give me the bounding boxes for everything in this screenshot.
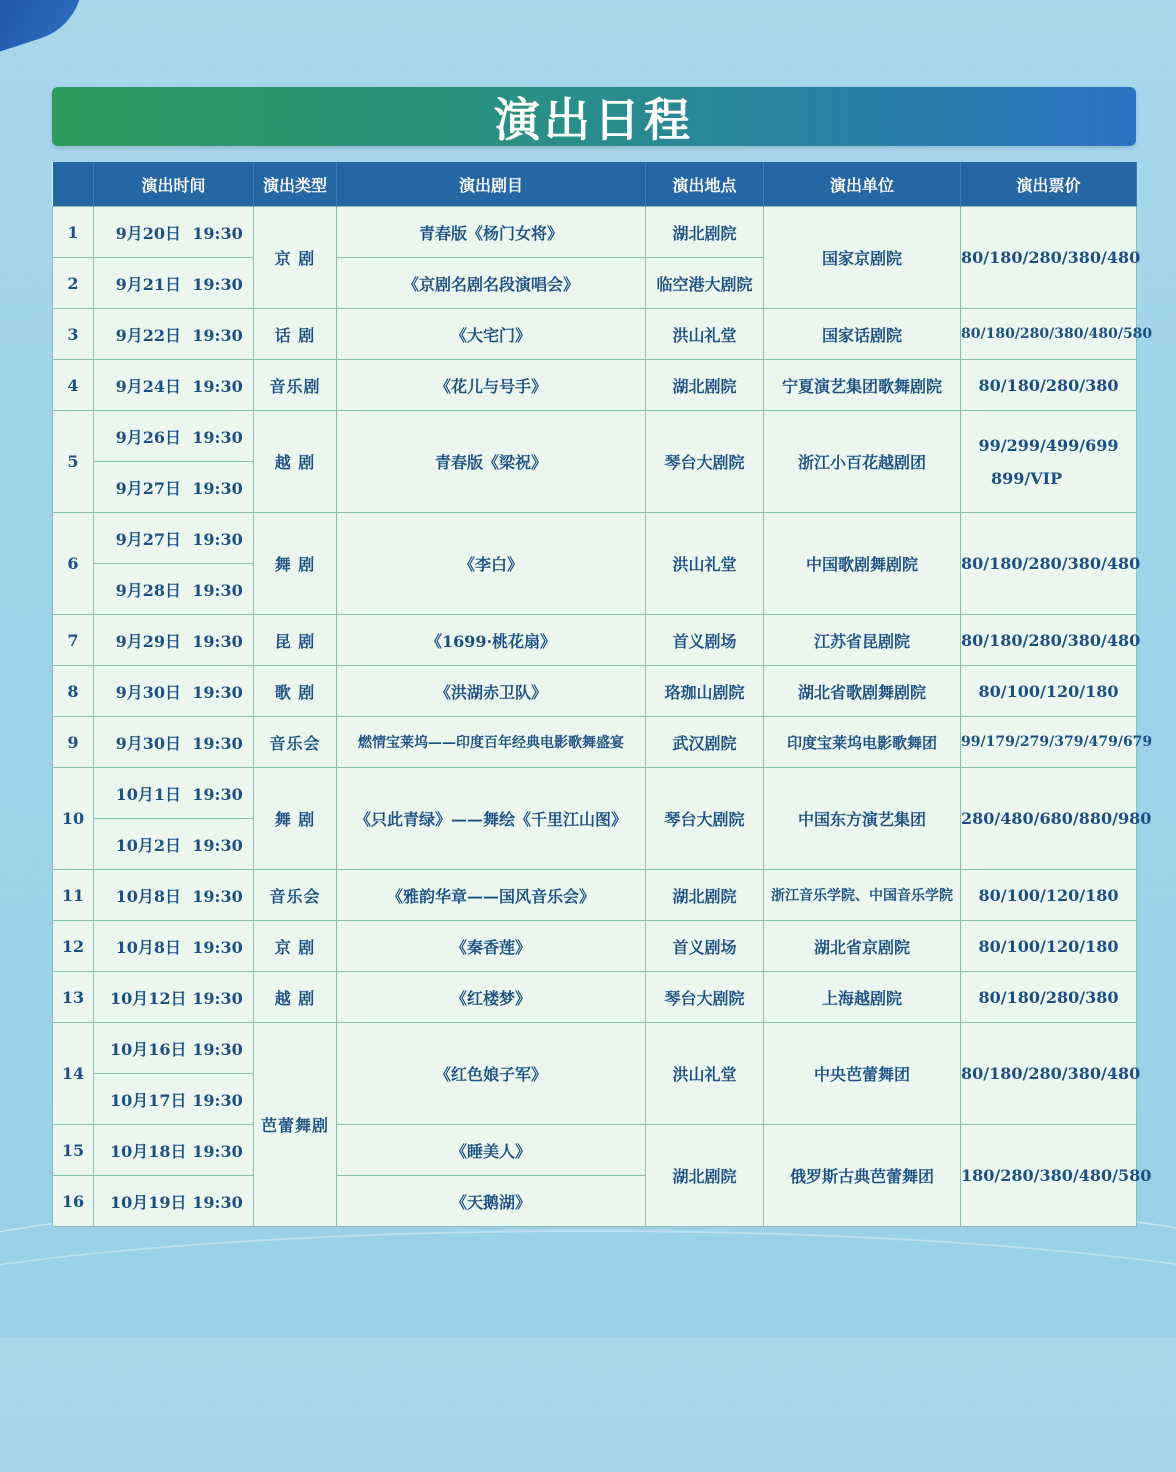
row-datetime	[94, 921, 254, 972]
row-datetime	[94, 564, 254, 615]
row-type: 音乐会	[254, 717, 337, 768]
row-time: 19:30	[192, 937, 243, 957]
row-type: 昆 剧	[254, 615, 337, 666]
header-index	[53, 162, 94, 207]
row-troupe: 中国东方演艺集团	[764, 768, 961, 870]
row-index: 5	[53, 411, 94, 513]
row-date: 9月30日	[115, 682, 181, 702]
table-row	[53, 513, 1137, 564]
row-time: 19:30	[192, 529, 243, 549]
row-date: 9月27日	[115, 478, 181, 498]
row-index: 9	[53, 717, 94, 768]
row-time: 19:30	[192, 1141, 243, 1161]
row-venue: 洪山礼堂	[646, 1023, 764, 1125]
row-price: 80/100/120/180	[961, 870, 1137, 921]
row-date: 9月21日	[115, 274, 181, 294]
table-row	[53, 207, 1137, 258]
row-index: 6	[53, 513, 94, 615]
row-price: 80/180/280/380	[961, 360, 1137, 411]
row-price: 80/180/280/380/480	[961, 1023, 1137, 1125]
page-title: 演出日程	[494, 92, 694, 147]
row-time: 19:30	[192, 784, 243, 804]
row-datetime	[94, 666, 254, 717]
row-date: 9月24日	[115, 376, 181, 396]
row-venue: 首义剧场	[646, 615, 764, 666]
row-time: 19:30	[192, 223, 243, 243]
table-row	[53, 972, 1137, 1023]
row-program: 《大宅门》	[337, 309, 646, 360]
row-date: 9月27日	[115, 529, 181, 549]
row-program: 《京剧名剧名段演唱会》	[337, 258, 646, 309]
row-datetime	[94, 309, 254, 360]
row-program: 《洪湖赤卫队》	[337, 666, 646, 717]
row-troupe: 浙江音乐学院、中国音乐学院	[764, 870, 961, 921]
row-price-line: 99/299/499/699	[978, 435, 1119, 455]
header-price: 演出票价	[961, 162, 1137, 207]
row-type: 京 剧	[254, 921, 337, 972]
row-program: 《秦香莲》	[337, 921, 646, 972]
row-datetime	[94, 258, 254, 309]
row-troupe: 中央芭蕾舞团	[764, 1023, 961, 1125]
row-venue: 珞珈山剧院	[646, 666, 764, 717]
row-time: 19:30	[192, 733, 243, 753]
row-program: 青春版《杨门女将》	[337, 207, 646, 258]
header-time: 演出时间	[94, 162, 254, 207]
table-row	[53, 717, 1137, 768]
row-type: 芭蕾舞剧	[254, 1023, 337, 1227]
row-datetime	[94, 768, 254, 819]
row-price: 80/180/280/380/480	[961, 513, 1137, 615]
row-type: 舞 剧	[254, 513, 337, 615]
row-time: 19:30	[192, 988, 243, 1008]
row-datetime	[94, 513, 254, 564]
table-row	[53, 360, 1137, 411]
table-row	[53, 870, 1137, 921]
row-price: 80/180/280/380/480/580	[961, 309, 1137, 360]
row-type: 舞 剧	[254, 768, 337, 870]
row-index: 7	[53, 615, 94, 666]
row-index: 13	[53, 972, 94, 1023]
row-datetime	[94, 1074, 254, 1125]
row-index: 12	[53, 921, 94, 972]
decorative-swoosh	[0, 0, 98, 57]
row-troupe: 中国歌剧舞剧院	[764, 513, 961, 615]
row-troupe: 浙江小百花越剧团	[764, 411, 961, 513]
row-time: 19:30	[192, 580, 243, 600]
row-venue: 湖北剧院	[646, 1125, 764, 1227]
row-venue: 洪山礼堂	[646, 309, 764, 360]
row-date: 9月26日	[115, 427, 181, 447]
row-datetime	[94, 870, 254, 921]
row-date: 10月8日	[115, 937, 181, 957]
row-index: 2	[53, 258, 94, 309]
row-venue: 琴台大剧院	[646, 768, 764, 870]
row-date: 10月18日	[110, 1141, 187, 1161]
table-row	[53, 615, 1137, 666]
row-program: 《1699·桃花扇》	[337, 615, 646, 666]
row-date: 10月8日	[115, 886, 181, 906]
row-price: 80/100/120/180	[961, 666, 1137, 717]
row-date: 9月20日	[115, 223, 181, 243]
row-price	[961, 411, 1137, 513]
table-row	[53, 1023, 1137, 1074]
row-price: 99/179/279/379/479/679	[961, 717, 1137, 768]
row-type: 越 剧	[254, 972, 337, 1023]
row-index: 16	[53, 1176, 94, 1227]
row-index: 15	[53, 1125, 94, 1176]
row-type: 越 剧	[254, 411, 337, 513]
row-troupe: 湖北省歌剧舞剧院	[764, 666, 961, 717]
table-row	[53, 309, 1137, 360]
row-time: 19:30	[192, 325, 243, 345]
decorative-wave	[0, 1230, 1176, 1472]
header-venue: 演出地点	[646, 162, 764, 207]
header-program: 演出剧目	[337, 162, 646, 207]
schedule-table	[52, 162, 1153, 1227]
row-program: 《李白》	[337, 513, 646, 615]
row-price: 280/480/680/880/980	[961, 768, 1137, 870]
row-time: 19:30	[192, 682, 243, 702]
row-datetime	[94, 615, 254, 666]
table-row	[53, 1125, 1137, 1176]
row-venue: 武汉剧院	[646, 717, 764, 768]
row-program: 《只此青绿》——舞绘《千里江山图》	[337, 768, 646, 870]
row-index: 1	[53, 207, 94, 258]
row-program: 青春版《梁祝》	[337, 411, 646, 513]
table-row	[53, 666, 1137, 717]
row-index: 10	[53, 768, 94, 870]
row-index: 14	[53, 1023, 94, 1125]
row-program: 《天鹅湖》	[337, 1176, 646, 1227]
row-program: 《雅韵华章——国风音乐会》	[337, 870, 646, 921]
row-venue: 湖北剧院	[646, 360, 764, 411]
table-header-row	[53, 162, 1137, 207]
header-type: 演出类型	[254, 162, 337, 207]
row-time: 19:30	[192, 631, 243, 651]
row-troupe: 宁夏演艺集团歌舞剧院	[764, 360, 961, 411]
row-time: 19:30	[192, 1039, 243, 1059]
row-venue: 洪山礼堂	[646, 513, 764, 615]
row-price: 80/180/280/380	[961, 972, 1137, 1023]
row-time: 19:30	[192, 886, 243, 906]
row-type: 歌 剧	[254, 666, 337, 717]
row-type: 音乐会	[254, 870, 337, 921]
row-time: 19:30	[192, 427, 243, 447]
row-venue: 琴台大剧院	[646, 972, 764, 1023]
row-troupe: 湖北省京剧院	[764, 921, 961, 972]
row-time: 19:30	[192, 376, 243, 396]
row-datetime	[94, 972, 254, 1023]
row-index: 3	[53, 309, 94, 360]
row-program: 燃情宝莱坞——印度百年经典电影歌舞盛宴	[337, 717, 646, 768]
row-troupe: 印度宝莱坞电影歌舞团	[764, 717, 961, 768]
row-datetime	[94, 207, 254, 258]
row-datetime	[94, 819, 254, 870]
row-troupe: 上海越剧院	[764, 972, 961, 1023]
row-index: 11	[53, 870, 94, 921]
row-date: 10月1日	[115, 784, 181, 804]
row-time: 19:30	[192, 835, 243, 855]
row-datetime	[94, 717, 254, 768]
table-row	[53, 411, 1137, 462]
row-price: 80/180/280/380/480	[961, 615, 1137, 666]
row-time: 19:30	[192, 274, 243, 294]
row-price: 180/280/380/480/580	[961, 1125, 1137, 1227]
row-time: 19:30	[192, 1090, 243, 1110]
row-price: 80/180/280/380/480	[961, 207, 1137, 309]
row-datetime	[94, 462, 254, 513]
row-venue: 琴台大剧院	[646, 411, 764, 513]
row-troupe: 国家话剧院	[764, 309, 961, 360]
row-venue: 湖北剧院	[646, 207, 764, 258]
row-datetime	[94, 1176, 254, 1227]
row-datetime	[94, 1023, 254, 1074]
row-troupe: 俄罗斯古典芭蕾舞团	[764, 1125, 961, 1227]
row-date: 9月28日	[115, 580, 181, 600]
row-datetime	[94, 360, 254, 411]
header-troupe: 演出单位	[764, 162, 961, 207]
row-date: 10月16日	[110, 1039, 187, 1059]
row-datetime	[94, 411, 254, 462]
row-time: 19:30	[192, 1192, 243, 1212]
row-date: 9月30日	[115, 733, 181, 753]
row-venue: 临空港大剧院	[646, 258, 764, 309]
row-index: 8	[53, 666, 94, 717]
row-troupe: 国家京剧院	[764, 207, 961, 309]
row-date: 10月2日	[115, 835, 181, 855]
row-program: 《红色娘子军》	[337, 1023, 646, 1125]
row-program: 《花儿与号手》	[337, 360, 646, 411]
table-row	[53, 921, 1137, 972]
row-venue: 湖北剧院	[646, 870, 764, 921]
row-type: 音乐剧	[254, 360, 337, 411]
row-date: 9月29日	[115, 631, 181, 651]
row-date: 9月22日	[115, 325, 181, 345]
table-row	[53, 768, 1137, 819]
row-type: 话 剧	[254, 309, 337, 360]
row-index: 4	[53, 360, 94, 411]
row-date: 10月12日	[110, 988, 187, 1008]
row-date: 10月19日	[110, 1192, 187, 1212]
row-time: 19:30	[192, 478, 243, 498]
row-program: 《睡美人》	[337, 1125, 646, 1176]
title-banner	[52, 87, 1136, 146]
row-date: 10月17日	[110, 1090, 187, 1110]
row-venue: 首义剧场	[646, 921, 764, 972]
row-program: 《红楼梦》	[337, 972, 646, 1023]
row-price-line: 899/VIP	[991, 468, 1063, 488]
row-type: 京 剧	[254, 207, 337, 309]
row-price: 80/100/120/180	[961, 921, 1137, 972]
row-troupe: 江苏省昆剧院	[764, 615, 961, 666]
row-datetime	[94, 1125, 254, 1176]
